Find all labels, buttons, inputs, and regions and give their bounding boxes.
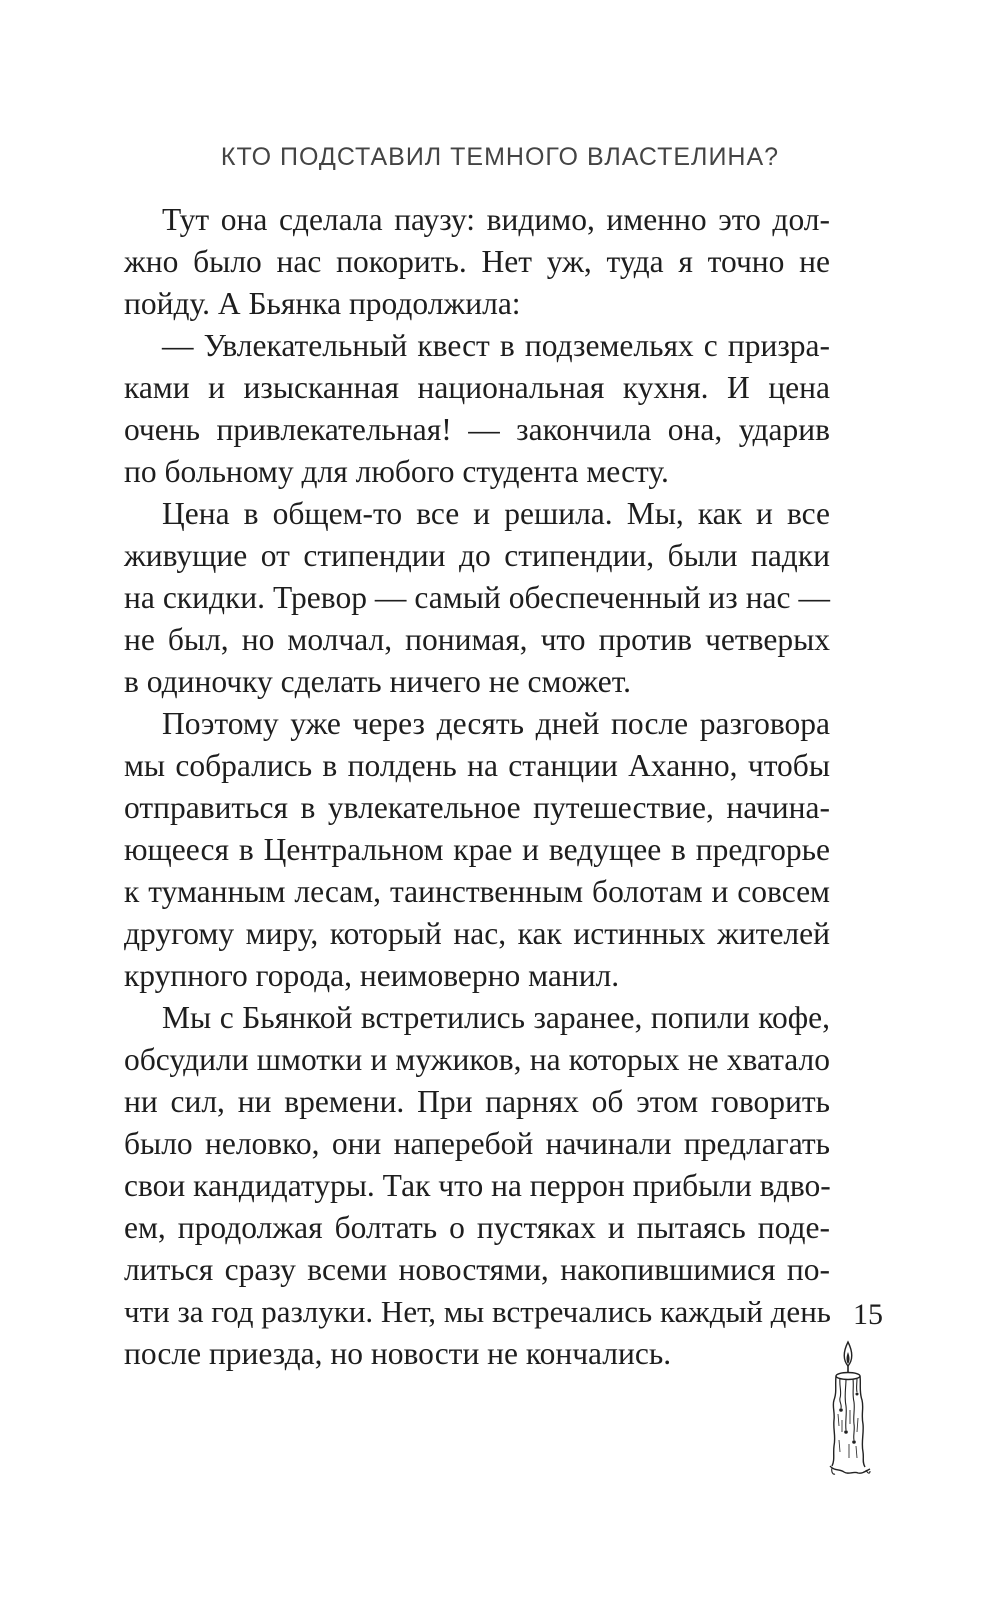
text-line: очень привлекательная! — закончила она, ударив [124, 412, 830, 447]
text-line: после приезда, но новости не кончались. [124, 1336, 672, 1371]
text-line: крупного города, неимоверно манил. [124, 958, 620, 993]
text-line: на скидки. Тревор — самый обеспеченный из нас — [124, 580, 830, 615]
text-line: пойду. А Бьянка продолжила: [124, 286, 521, 321]
text-line: литься сразу всеми новостями, накопившимися по- [124, 1252, 830, 1287]
text-line: живущие от стипендии до стипендии, были падки [124, 538, 830, 573]
text-line: ем, продолжая болтать о пустяках и пытаясь поде- [124, 1210, 830, 1245]
text-line: свои кандидатуры. Так что на перрон прибыли вдво- [124, 1168, 831, 1203]
text-line: Цена в общем-то все и решила. Мы, как и все [162, 496, 830, 531]
running-head: КТО ПОДСТАВИЛ ТЕМНОГО ВЛАСТЕЛИНА? [220, 143, 780, 171]
text-line: жно было нас покорить. Нет уж, туда я точно не [124, 244, 830, 279]
text-line: Поэтому уже через десять дней после разговора [162, 706, 830, 741]
text-line: ками и изысканная национальная кухня. И цена [124, 370, 830, 405]
text-line: другому миру, который нас, как истинных жителей [124, 916, 830, 951]
text-line: не был, но молчал, понимая, что против четверых [124, 622, 830, 657]
text-line: было неловко, они наперебой начинали предлагать [124, 1126, 830, 1161]
candle-icon [826, 1340, 874, 1480]
text-line: ни сил, ни времени. При парнях об этом говорить [124, 1084, 830, 1119]
text-line: мы собрались в полдень на станции Аханно, чтобы [124, 748, 830, 783]
text-line: отправиться в увлекательное путешествие, начина- [124, 790, 830, 825]
text-line: к туманным лесам, таинственным болотам и совсем [124, 874, 830, 909]
text-line: Мы с Бьянкой встретились заранее, попили кофе, [162, 1000, 830, 1035]
text-line: Тут она сделала паузу: видимо, именно это дол- [162, 202, 830, 237]
text-line: в одиночку сделать ничего не сможет. [124, 664, 631, 699]
page-number: 15 [853, 1298, 883, 1331]
text-line: — Увлекательный квест в подземельях с призра- [162, 328, 830, 363]
text-line: обсудили шмотки и мужиков, на которых не хватало [124, 1042, 830, 1077]
text-line: ющееся в Центральном крае и ведущее в предгорье [124, 832, 830, 867]
text-line: чти за год разлуки. Нет, мы встречались каждый день [124, 1294, 831, 1329]
text-line: по больному для любого студента месту. [124, 454, 669, 489]
